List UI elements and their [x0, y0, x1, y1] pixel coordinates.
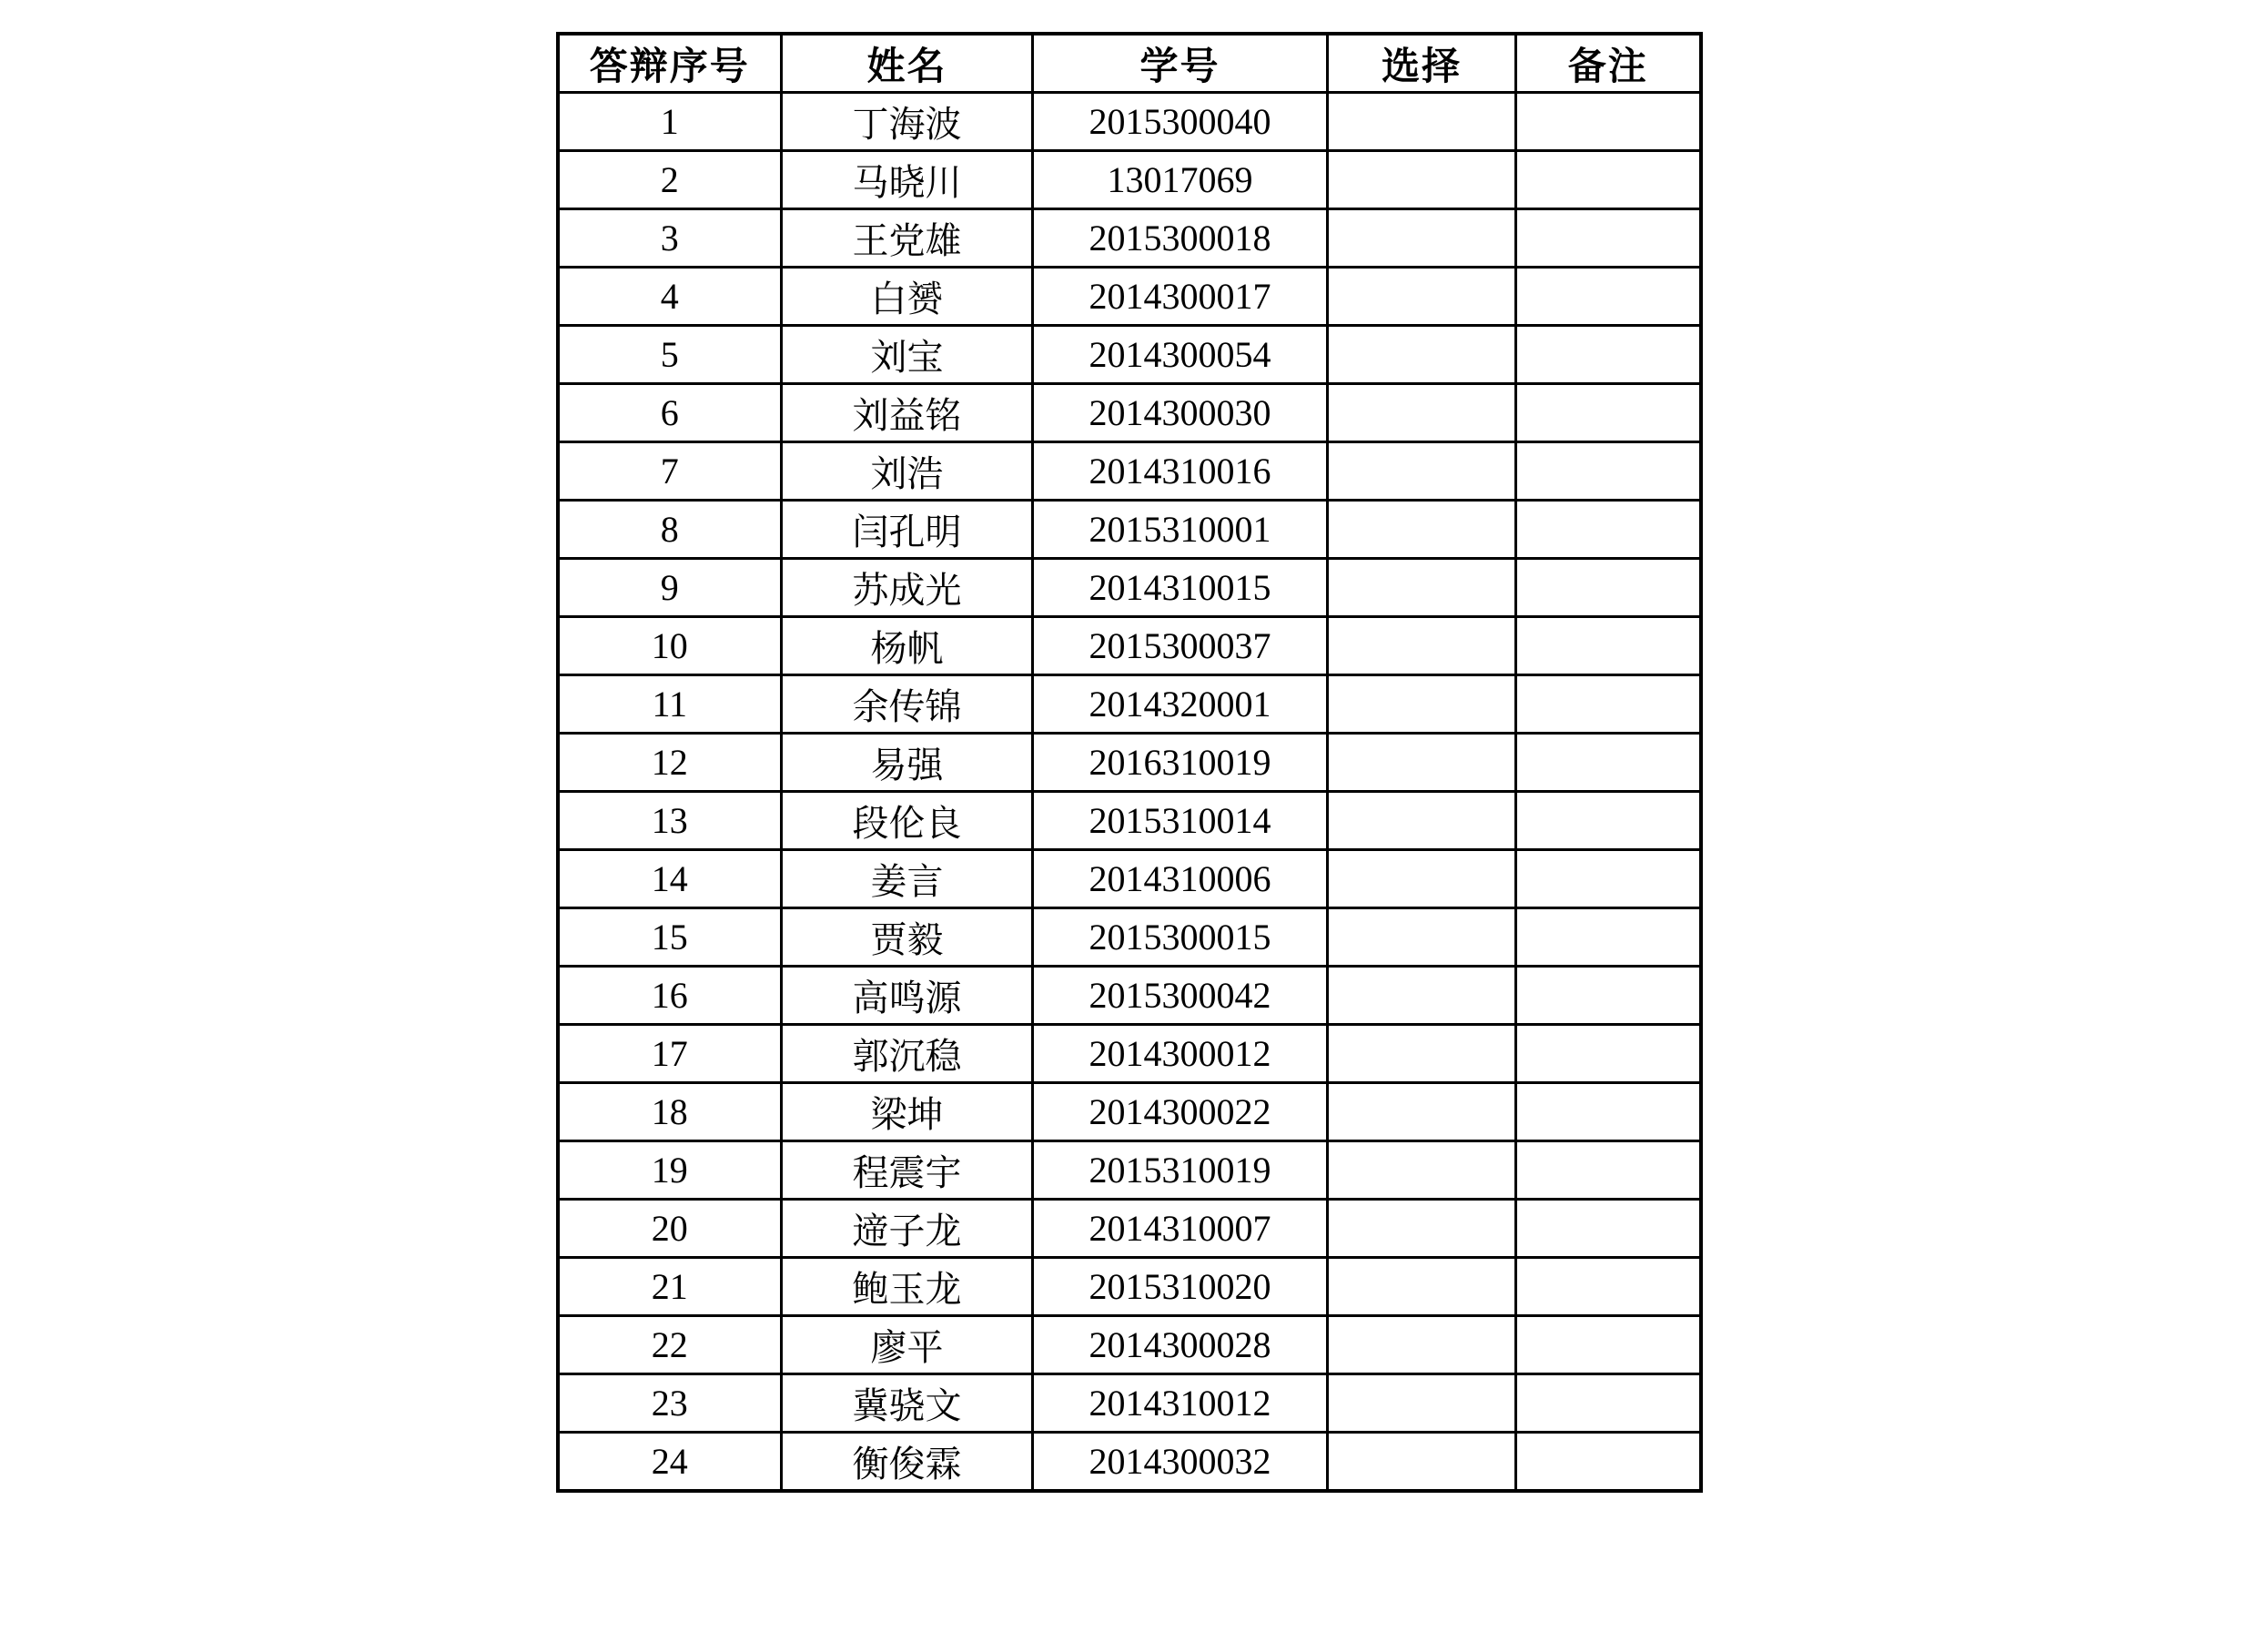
header-row [558, 34, 1701, 93]
cell-name: 鲍玉龙 [782, 1258, 1033, 1316]
table-row [558, 1433, 1701, 1492]
cell-name: 白赟 [782, 268, 1033, 326]
cell-name: 梁坤 [782, 1083, 1033, 1141]
cell-seq: 14 [558, 850, 782, 908]
cell-choice [1328, 967, 1516, 1025]
cell-choice [1328, 1083, 1516, 1141]
cell-choice [1328, 501, 1516, 559]
cell-name: 贾毅 [782, 908, 1033, 967]
cell-seq: 12 [558, 734, 782, 792]
cell-remark [1516, 850, 1701, 908]
cell-remark [1516, 93, 1701, 151]
cell-choice [1328, 675, 1516, 734]
cell-student-id: 2014300030 [1033, 384, 1328, 442]
cell-remark [1516, 559, 1701, 617]
cell-name: 马晓川 [782, 151, 1033, 209]
cell-seq: 15 [558, 908, 782, 967]
cell-remark [1516, 384, 1701, 442]
cell-remark [1516, 326, 1701, 384]
table-row [558, 559, 1701, 617]
defense-roster-table [556, 32, 1703, 1493]
cell-choice [1328, 1141, 1516, 1200]
table-row [558, 93, 1701, 151]
cell-remark [1516, 1433, 1701, 1492]
table-row [558, 384, 1701, 442]
cell-remark [1516, 1374, 1701, 1433]
column-header-student-id: 学号 [1033, 34, 1328, 93]
column-header-seq: 答辩序号 [558, 34, 782, 93]
cell-seq: 6 [558, 384, 782, 442]
table-row [558, 1141, 1701, 1200]
table-row [558, 1374, 1701, 1433]
cell-choice [1328, 1200, 1516, 1258]
cell-seq: 2 [558, 151, 782, 209]
cell-seq: 23 [558, 1374, 782, 1433]
cell-name: 廖平 [782, 1316, 1033, 1374]
cell-seq: 9 [558, 559, 782, 617]
cell-seq: 10 [558, 617, 782, 675]
cell-choice [1328, 792, 1516, 850]
cell-choice [1328, 209, 1516, 268]
cell-seq: 16 [558, 967, 782, 1025]
table-header [558, 34, 1701, 93]
cell-seq: 3 [558, 209, 782, 268]
cell-remark [1516, 442, 1701, 501]
cell-choice [1328, 559, 1516, 617]
cell-name: 余传锦 [782, 675, 1033, 734]
cell-remark [1516, 1083, 1701, 1141]
cell-choice [1328, 1025, 1516, 1083]
cell-student-id: 2015300042 [1033, 967, 1328, 1025]
cell-name: 姜言 [782, 850, 1033, 908]
cell-student-id: 2015300040 [1033, 93, 1328, 151]
cell-student-id: 2014310012 [1033, 1374, 1328, 1433]
table-row [558, 908, 1701, 967]
cell-name: 段伦良 [782, 792, 1033, 850]
column-header-remark: 备注 [1516, 34, 1701, 93]
cell-name: 刘益铭 [782, 384, 1033, 442]
cell-name: 冀骁文 [782, 1374, 1033, 1433]
cell-remark [1516, 1025, 1701, 1083]
cell-student-id: 2014310015 [1033, 559, 1328, 617]
cell-student-id: 2015310019 [1033, 1141, 1328, 1200]
cell-seq: 22 [558, 1316, 782, 1374]
cell-student-id: 2014300017 [1033, 268, 1328, 326]
cell-choice [1328, 1316, 1516, 1374]
cell-name: 程震宇 [782, 1141, 1033, 1200]
table-row [558, 1258, 1701, 1316]
cell-remark [1516, 209, 1701, 268]
table-body [558, 93, 1701, 1492]
table-row [558, 967, 1701, 1025]
table-row [558, 209, 1701, 268]
cell-name: 王党雄 [782, 209, 1033, 268]
cell-choice [1328, 734, 1516, 792]
cell-name: 刘宝 [782, 326, 1033, 384]
cell-student-id: 2016310019 [1033, 734, 1328, 792]
table-row [558, 734, 1701, 792]
cell-seq: 20 [558, 1200, 782, 1258]
cell-remark [1516, 1258, 1701, 1316]
cell-seq: 8 [558, 501, 782, 559]
table-row [558, 1200, 1701, 1258]
cell-student-id: 2015310020 [1033, 1258, 1328, 1316]
cell-student-id: 2015310014 [1033, 792, 1328, 850]
cell-seq: 18 [558, 1083, 782, 1141]
cell-name: 遆子龙 [782, 1200, 1033, 1258]
cell-choice [1328, 1258, 1516, 1316]
cell-choice [1328, 326, 1516, 384]
cell-name: 衡俊霖 [782, 1433, 1033, 1492]
cell-name: 苏成光 [782, 559, 1033, 617]
cell-student-id: 2015300037 [1033, 617, 1328, 675]
cell-choice [1328, 850, 1516, 908]
cell-choice [1328, 1433, 1516, 1492]
cell-remark [1516, 1316, 1701, 1374]
cell-remark [1516, 151, 1701, 209]
cell-student-id: 2014300032 [1033, 1433, 1328, 1492]
cell-remark [1516, 501, 1701, 559]
cell-student-id: 2015310001 [1033, 501, 1328, 559]
table-row [558, 792, 1701, 850]
cell-student-id: 2014310006 [1033, 850, 1328, 908]
table-row [558, 1316, 1701, 1374]
cell-seq: 21 [558, 1258, 782, 1316]
cell-remark [1516, 1200, 1701, 1258]
cell-remark [1516, 675, 1701, 734]
cell-name: 易强 [782, 734, 1033, 792]
cell-remark [1516, 617, 1701, 675]
cell-seq: 7 [558, 442, 782, 501]
table-row [558, 1083, 1701, 1141]
cell-remark [1516, 268, 1701, 326]
cell-student-id: 2014310016 [1033, 442, 1328, 501]
cell-choice [1328, 93, 1516, 151]
cell-seq: 13 [558, 792, 782, 850]
table-row [558, 617, 1701, 675]
cell-student-id: 2014300054 [1033, 326, 1328, 384]
cell-choice [1328, 1374, 1516, 1433]
cell-student-id: 13017069 [1033, 151, 1328, 209]
table-row [558, 442, 1701, 501]
table-row [558, 501, 1701, 559]
cell-name: 杨帆 [782, 617, 1033, 675]
cell-student-id: 2014300012 [1033, 1025, 1328, 1083]
cell-name: 刘浩 [782, 442, 1033, 501]
table-row [558, 326, 1701, 384]
cell-seq: 24 [558, 1433, 782, 1492]
cell-seq: 1 [558, 93, 782, 151]
table-row [558, 268, 1701, 326]
cell-name: 丁海波 [782, 93, 1033, 151]
cell-seq: 11 [558, 675, 782, 734]
table-row [558, 151, 1701, 209]
cell-seq: 4 [558, 268, 782, 326]
cell-student-id: 2014300028 [1033, 1316, 1328, 1374]
cell-seq: 19 [558, 1141, 782, 1200]
cell-seq: 5 [558, 326, 782, 384]
column-header-name: 姓名 [782, 34, 1033, 93]
cell-student-id: 2015300015 [1033, 908, 1328, 967]
cell-choice [1328, 617, 1516, 675]
cell-student-id: 2015300018 [1033, 209, 1328, 268]
cell-choice [1328, 151, 1516, 209]
cell-student-id: 2014300022 [1033, 1083, 1328, 1141]
cell-remark [1516, 908, 1701, 967]
cell-choice [1328, 442, 1516, 501]
cell-student-id: 2014320001 [1033, 675, 1328, 734]
cell-student-id: 2014310007 [1033, 1200, 1328, 1258]
column-header-choice: 选择 [1328, 34, 1516, 93]
table-row [558, 1025, 1701, 1083]
table-row [558, 850, 1701, 908]
cell-choice [1328, 384, 1516, 442]
cell-name: 闫孔明 [782, 501, 1033, 559]
cell-remark [1516, 967, 1701, 1025]
cell-remark [1516, 734, 1701, 792]
table-row [558, 675, 1701, 734]
cell-seq: 17 [558, 1025, 782, 1083]
cell-remark [1516, 792, 1701, 850]
cell-remark [1516, 1141, 1701, 1200]
cell-name: 高鸣源 [782, 967, 1033, 1025]
cell-choice [1328, 268, 1516, 326]
cell-name: 郭沉稳 [782, 1025, 1033, 1083]
cell-choice [1328, 908, 1516, 967]
